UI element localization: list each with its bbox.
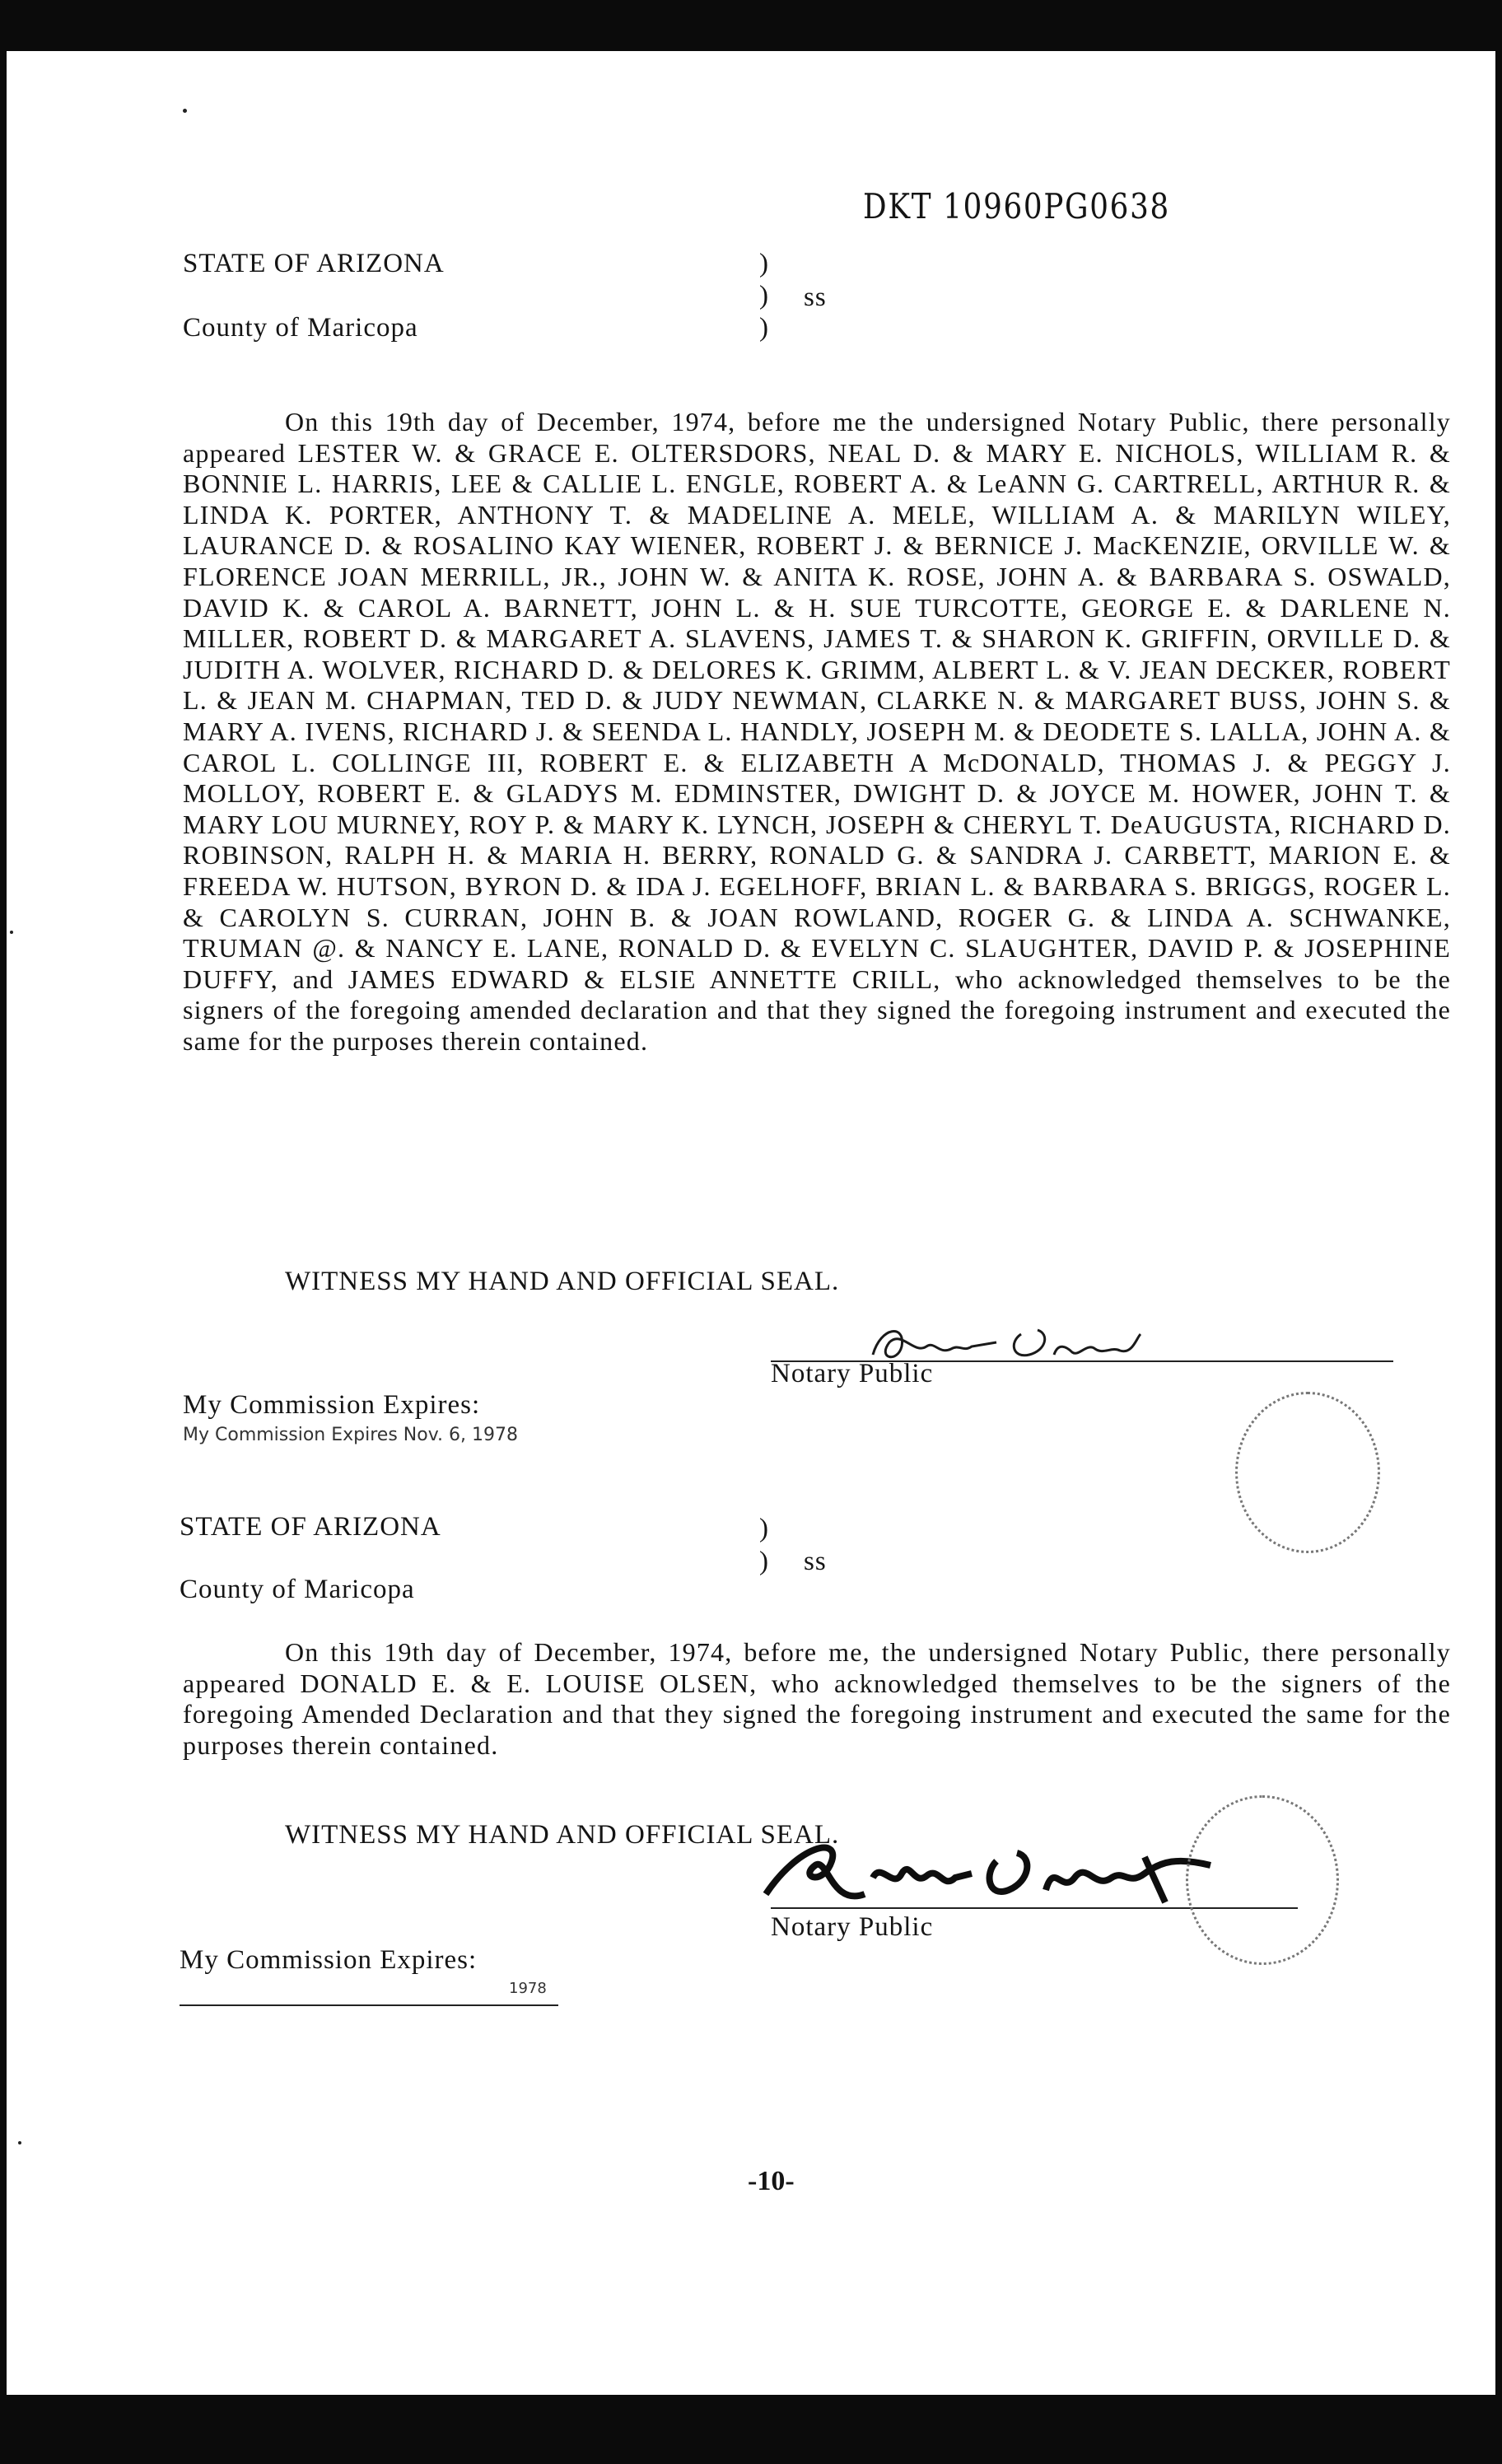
acknowledgment-text: On this 19th day of December, 1974, before me, the undersigned Notary Public, there personally appeared DONALD E. & E. LOUISE OLSEN, who acknowledged themselves to be the signers of the foregoing Amended Declaration and that they signed the foregoing instrument and executed the same for the purposes therein contained. <box>183 1637 1451 1760</box>
commission-label: My Commission Expires: <box>180 1945 478 1975</box>
commission-label: My Commission Expires: <box>183 1390 481 1420</box>
acknowledgment-text: On this 19th day of December, 1974, before me the undersigned Notary Public, there personally appeared LESTER W. & GRACE E. OLTERSDORS, NEAL D. & MARY E. NICHOLS, WILLIAM R. & BONNIE L. HARRIS, LEE & CALLIE L. ENGLE, ROBERT A. & LeANN G. CARTRELL, ARTHUR R. & LINDA K. PORTER, ANTHONY T. & MADELINE A. MELE, WILLIAM A. & MARILYN WILEY, LAURANCE D. & ROSALINO KAY WIENER, ROBERT J. & BERNICE J. MacKENZIE, ORVILLE W. & FLORENCE JOAN MERRILL, JR., JOHN W. & ANITA K. ROSE, JOHN A. & BARBARA S. OSWALD, DAVID K. & CAROL A. BARNETT, JOHN L. & H. SUE TURCOTTE, GEORGE E. & DARLENE N. MILLER, ROBERT D. & MARGARET A. SLAVENS, JAMES T. & SHARON K. GRIFFIN, ORVILLE D. & JUDITH A. WOLVER, RICHARD D. & DELORES K. GRIMM, ALBERT L. & V. JEAN DECKER, ROBERT L. & JEAN M. CHAPMAN, TED D. & JUDY NEWMAN, CLARKE N. & MARGARET BUSS, JOHN S. & MARY A. IVENS, RICHARD J. & SEENDA L. HANDLY, JOSEPH M. & DEODETE S. LALLA, JOHN A. & CAROL L. COLLINGE III, ROBERT E. & ELIZABETH A McDONALD, THOMAS J. & PEGGY J. MOLLOY, ROBERT E. & GLADYS M. EDMINSTER, DWIGHT D. & JOYCE M. HOWER, JOHN T. & MARY LOU MURNEY, ROY P. & MARY K. LYNCH, JOSEPH & CHERYL T. DeAUGUSTA, RICHARD D. ROBINSON, RALPH H. & MARIA H. BERRY, RONALD G. & SANDRA J. CARBETT, MARION E. & FREEDA W. HUTSON, BYRON D. & IDA J. EGELHOFF, BRIAN L. & BARBARA S. BRIGGS, ROGER L. & CAROLYN S. CURRAN, JOHN B. & JOAN ROWLAND, ROGER G. & LINDA A. SCHWANKE, TRUMAN @. & NANCY E. LANE, RONALD D. & EVELYN C. SLAUGHTER, DAVID P. & JOSEPHINE DUFFY, and JAMES EDWARD & ELSIE ANNETTE CRILL, who acknowledged themselves to be the signers of the foregoing amended declaration and that they signed the foregoing instrument and executed the same for the purposes therein contained. <box>183 407 1451 1056</box>
witness-line: WITNESS MY HAND AND OFFICIAL SEAL. <box>285 1267 840 1296</box>
notary-seal-impression <box>1186 1795 1339 1965</box>
state-heading: STATE OF ARIZONA <box>183 249 445 278</box>
scan-border-top <box>0 0 1502 51</box>
ss-label: ss <box>804 282 827 312</box>
county-heading: County of Maricopa <box>183 313 418 343</box>
commission-line <box>180 2004 558 2006</box>
ss-label: ss <box>804 1547 827 1576</box>
page-number: -10- <box>748 2166 795 2196</box>
notary-public-label: Notary Public <box>771 1912 934 1942</box>
bracket-paren: ) <box>759 281 768 310</box>
notary-seal-impression <box>1235 1392 1380 1553</box>
acknowledgment-paragraph <box>183 1637 1451 1761</box>
notary-public-label: Notary Public <box>771 1359 934 1388</box>
scan-border-bottom <box>0 2395 1502 2464</box>
state-heading: STATE OF ARIZONA <box>180 1512 441 1542</box>
scan-border-left <box>0 51 7 2395</box>
commission-stamp: My Commission Expires Nov. 6, 1978 <box>183 1425 518 1445</box>
acknowledgment-paragraph <box>183 407 1451 1057</box>
docket-number: DKT 10960PG0638 <box>863 186 1170 226</box>
scan-speck <box>10 931 13 934</box>
commission-stamp: 1978 <box>509 1980 547 1997</box>
scan-speck <box>183 109 187 113</box>
bracket-paren: ) <box>759 1514 768 1543</box>
witness-line: WITNESS MY HAND AND OFFICIAL SEAL. <box>285 1820 840 1850</box>
bracket-paren: ) <box>759 1547 768 1576</box>
county-heading: County of Maricopa <box>180 1575 415 1604</box>
scan-speck <box>18 2141 21 2144</box>
scan-border-right <box>1495 51 1502 2395</box>
bracket-paren: ) <box>759 313 768 343</box>
bracket-paren: ) <box>759 249 768 278</box>
